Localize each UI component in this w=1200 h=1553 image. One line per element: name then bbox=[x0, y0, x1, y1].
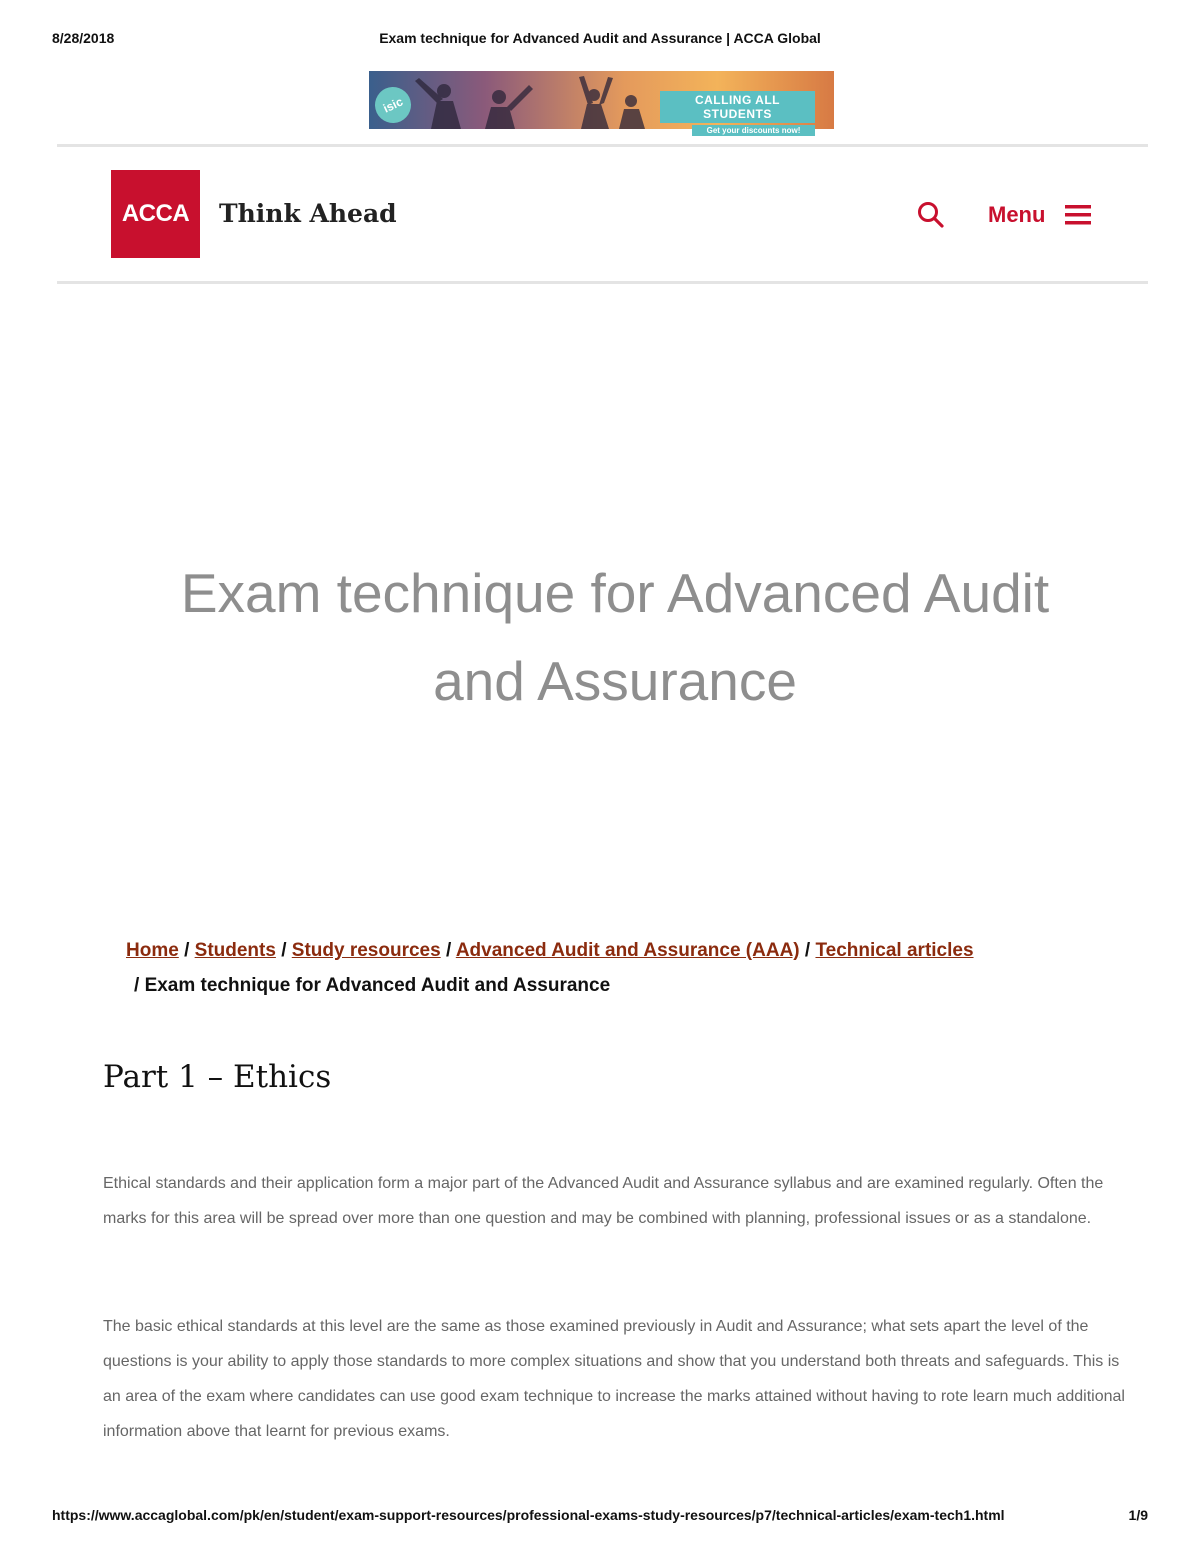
breadcrumb-separator: / bbox=[134, 975, 140, 996]
print-header bbox=[52, 30, 1148, 50]
ad-cta[interactable] bbox=[660, 91, 815, 136]
article-paragraph-1: Ethical standards and their application form a major part of the Advanced Audit and Assurance syllabus and are examined regularly. Often the marks for this area will be spread over more than one question and may be combined with planning, professional issues or as a standalone. bbox=[103, 1175, 1104, 1227]
print-date: 8/28/2018 bbox=[52, 30, 115, 46]
breadcrumb-separator: / bbox=[184, 940, 190, 961]
breadcrumb-aaa[interactable]: Advanced Audit and Assurance (AAA) bbox=[455, 940, 800, 961]
menu-button[interactable] bbox=[988, 200, 1091, 230]
logo-text: ACCA bbox=[121, 200, 190, 227]
breadcrumb-separator: / bbox=[445, 940, 452, 961]
ad-subline: Get your discounts now! bbox=[692, 125, 815, 136]
breadcrumb-current bbox=[126, 975, 610, 996]
menu-label: Menu bbox=[988, 202, 1046, 227]
acca-logo[interactable] bbox=[111, 170, 200, 258]
print-page-title: Exam technique for Advanced Audit and Assurance | ACCA Global bbox=[379, 30, 821, 46]
breadcrumb-home[interactable]: Home bbox=[126, 940, 179, 961]
breadcrumb-students[interactable]: Students bbox=[194, 940, 276, 961]
page-number: 1/9 bbox=[1128, 1507, 1148, 1523]
ad-banner[interactable] bbox=[369, 71, 834, 135]
breadcrumb-current-label: Exam technique for Advanced Audit and Assurance bbox=[144, 975, 611, 996]
page-title-line-1: Exam technique for Advanced Audit bbox=[180, 561, 1050, 624]
isic-badge: isic bbox=[369, 81, 417, 129]
breadcrumb-separator: / bbox=[281, 940, 287, 961]
search-button[interactable] bbox=[917, 200, 945, 230]
breadcrumb bbox=[126, 933, 1076, 1003]
section-heading: Part 1 – Ethics bbox=[103, 1059, 332, 1095]
ad-headline: CALLING ALL STUDENTS bbox=[660, 91, 815, 123]
breadcrumb-separator: / bbox=[804, 940, 811, 961]
tagline: Think Ahead bbox=[219, 199, 397, 228]
page-title-line-2: and Assurance bbox=[433, 649, 797, 712]
hamburger-icon bbox=[1065, 204, 1091, 226]
breadcrumb-technical-articles[interactable]: Technical articles bbox=[815, 940, 974, 961]
nav-bottom-divider bbox=[57, 281, 1148, 284]
nav-top-divider bbox=[57, 144, 1148, 147]
page-title bbox=[120, 549, 1110, 725]
article-paragraph-2: The basic ethical standards at this level are the same as those examined previously in Audit and Assurance; what sets apart the level of the questions is your ability to apply those standards to more complex situations and show that you understand both threats and safeguards. This is an area of the exam where candidates can use good exam technique to increase the marks attained without having to rote learn much additional information above that learnt for previous exams. bbox=[103, 1318, 1125, 1440]
page-url: https://www.accaglobal.com/pk/en/student/exam-support-resources/professional-exams-study-resources/p7/technical-articles/exam-tech1.html bbox=[52, 1507, 1005, 1523]
search-icon bbox=[917, 200, 945, 230]
breadcrumb-study-resources[interactable]: Study resources bbox=[291, 940, 441, 961]
